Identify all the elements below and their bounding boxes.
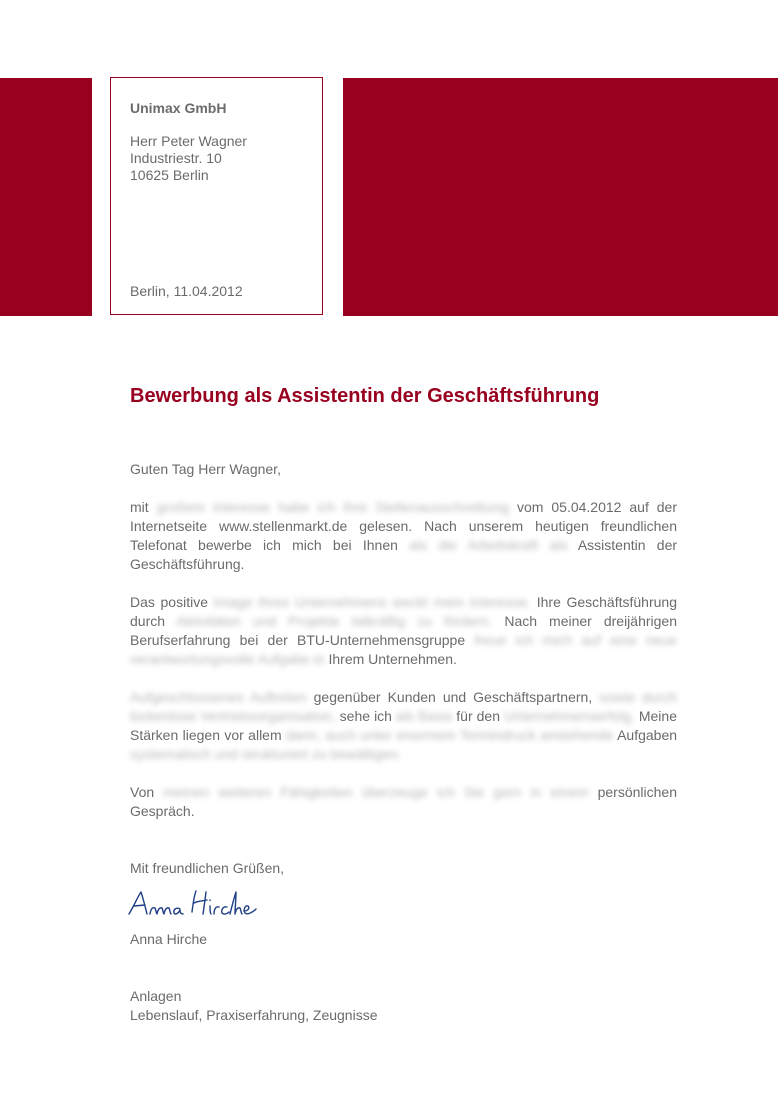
paragraph-text: vom 05.04.2012 auf der Internetseite www.stellenmarkt.de gelesen. Nach unserem heutigen freundlichen Telefonat bewerbe ich mich bei Ihnen: [130, 499, 677, 553]
redacted-text: Image Ihres Unternehmens weckt mein Interesse.: [213, 594, 532, 610]
recipient-contact: Herr Peter Wagner: [130, 133, 247, 149]
paragraph-text: Ihrem Unternehmen.: [328, 651, 457, 667]
paragraph-text: Von: [130, 784, 164, 800]
recipient-company: Unimax GmbH: [130, 100, 227, 116]
redacted-text: in: [309, 651, 329, 667]
header-band-right: [343, 78, 778, 316]
recipient-street: Industriestr. 10: [130, 150, 222, 166]
paragraph-text: sehe ich: [335, 708, 397, 724]
paragraph-text: Ihre Geschäftsführung durch: [130, 594, 677, 629]
handwritten-signature: [126, 886, 266, 922]
place-date: Berlin, 11.04.2012: [130, 283, 243, 299]
paragraph-text: persönlichen Gespräch.: [130, 784, 677, 819]
paragraph-text: für den: [452, 708, 505, 724]
redacted-text: freue ich mich auf eine neue verantwortungsvolle Aufgabe: [130, 632, 678, 667]
paragraph-text: Aufgaben: [613, 727, 678, 743]
redacted-text: großem Interesse habe ich Ihre Stellenausschreibung: [156, 499, 510, 515]
paragraph-text: gegenüber Kunden und Geschäftspartnern,: [306, 689, 600, 705]
paragraph-text: Das positive: [130, 594, 214, 610]
redacted-text: als Basis: [396, 708, 453, 724]
redacted-text: sowie durch lückenlose Vertriebsorganisation,: [130, 689, 677, 724]
paragraph-3: [130, 688, 677, 764]
closing-formula: Mit freundlichen Grüßen,: [130, 860, 285, 876]
enclosures-list: Lebenslauf, Praxiserfahrung, Zeugnisse: [130, 1007, 378, 1023]
paragraph-4: [130, 783, 677, 821]
signatory-name: Anna Hirche: [130, 931, 208, 947]
salutation: Guten Tag Herr Wagner,: [130, 461, 281, 477]
redacted-text: Unternehmenserfolg.: [504, 708, 635, 724]
redacted-text: Aufgeschlossenes Auftreten: [130, 689, 307, 705]
recipient-address-box: [110, 77, 323, 315]
enclosures-section: [130, 987, 677, 1025]
paragraph-2: [130, 593, 677, 669]
redacted-text: darin, auch unter enormem Termindruck anstehende: [286, 727, 614, 743]
paragraph-text: Nach meiner dreijährigen Berufserfahrung bei der BTU-Unternehmensgruppe: [130, 613, 678, 648]
paragraph-text: Meine Stärken liegen vor allem: [130, 708, 677, 743]
letter-subject: Bewerbung als Assistentin der Geschäftsführung: [130, 385, 600, 407]
redacted-text: als die Arbeitskraft als: [409, 537, 568, 553]
enclosures-heading: Anlagen: [130, 988, 182, 1004]
paragraph-1: [130, 498, 677, 574]
redacted-text: Aktivitäten und Projekte tatkräftig zu fördern.: [176, 613, 493, 629]
paragraph-text: Assistentin der Geschäftsführung.: [130, 537, 678, 572]
recipient-city: 10625 Berlin: [130, 167, 209, 183]
header-band-left: [0, 78, 92, 316]
paragraph-text: mit: [130, 499, 157, 515]
redacted-text: systematisch und strukturiert zu bewältigen.: [130, 746, 402, 762]
redacted-text: meinen weiteren Fähigkeiten überzeuge ich Sie gern in einem: [163, 784, 589, 800]
